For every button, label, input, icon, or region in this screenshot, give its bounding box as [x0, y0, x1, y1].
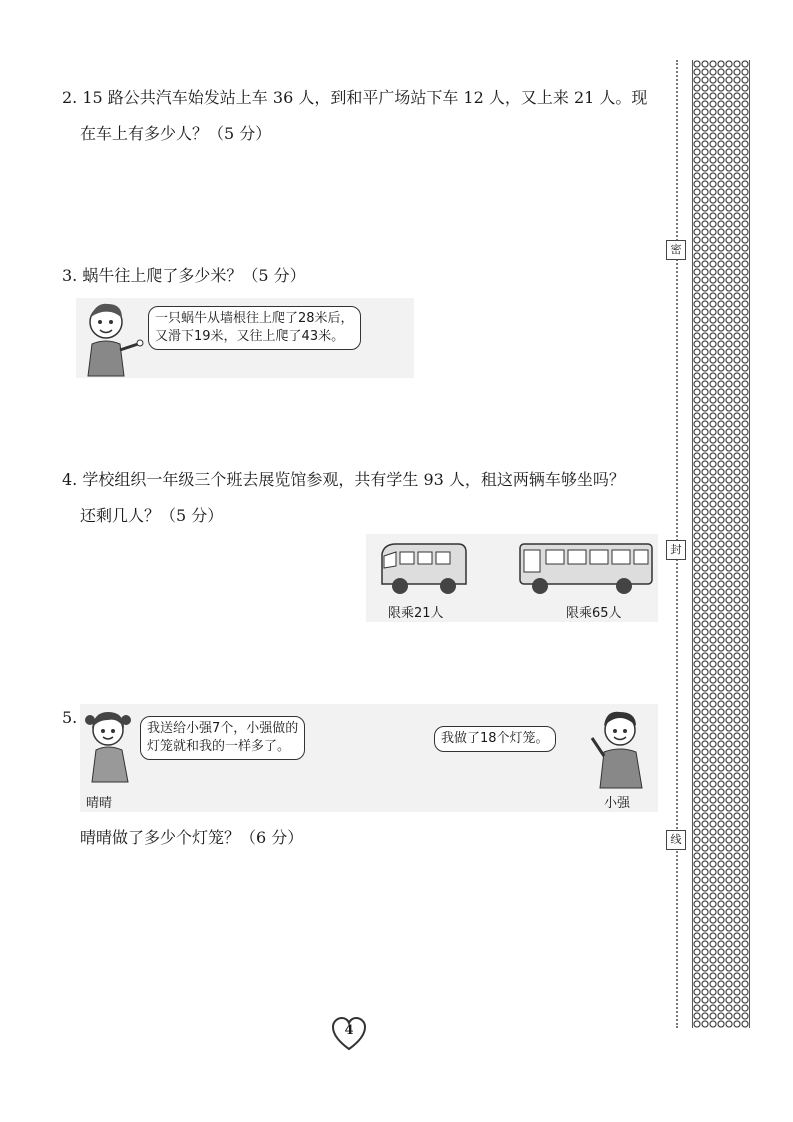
q5-number: 5.: [62, 708, 78, 727]
side-seal-pattern: [692, 60, 750, 1028]
q3-title: 3. 蜗牛往上爬了多少米？（5 分）: [62, 266, 306, 285]
bus-capacity: 限乘65人: [566, 606, 622, 621]
boy-bubble-text: 我做了18个灯笼。: [441, 731, 549, 746]
side-label-xian: 线: [666, 830, 686, 850]
boy-pointing-icon: [76, 298, 146, 378]
q2-line1: 2. 15 路公共汽车始发站上车 36 人，到和平广场站下车 12 人，又上来 21 人。现: [62, 88, 648, 107]
girl-name: 晴晴: [86, 796, 113, 811]
page-number: 4: [344, 1023, 354, 1038]
q3-speech-bubble: [148, 306, 361, 350]
q5-illustration: [80, 704, 658, 812]
page-number-badge: [331, 1017, 367, 1051]
van-icon: [376, 538, 470, 598]
girl-speech-bubble: [140, 716, 305, 760]
q3-bubble-line2: 又滑下19米，又往上爬了43米。: [155, 329, 345, 344]
side-label-feng: 封: [666, 540, 686, 560]
q2-line2: 在车上有多少人？（5 分）: [80, 124, 272, 143]
q4-illustration: [366, 534, 658, 622]
q3-bubble-line1: 一只蜗牛从墙根往上爬了28米后，: [155, 311, 354, 326]
q4-line2: 还剩几人？（5 分）: [80, 506, 224, 525]
bus-icon: [516, 538, 656, 598]
boy-icon: [590, 704, 650, 790]
q5-question: 晴晴做了多少个灯笼？（6 分）: [80, 828, 304, 847]
q4-line1: 4. 学校组织一年级三个班去展览馆参观，共有学生 93 人，租这两辆车够坐吗？: [62, 470, 625, 489]
side-label-mi: 密: [666, 240, 686, 260]
q3-illustration: [76, 298, 414, 378]
van-capacity: 限乘21人: [388, 606, 444, 621]
girl-bubble-line1: 我送给小强7个，小强做的: [147, 721, 299, 736]
girl-bubble-line2: 灯笼就和我的一样多了。: [147, 739, 291, 754]
boy-name: 小强: [604, 796, 631, 811]
boy-speech-bubble: [434, 726, 556, 752]
girl-icon: [80, 704, 140, 784]
